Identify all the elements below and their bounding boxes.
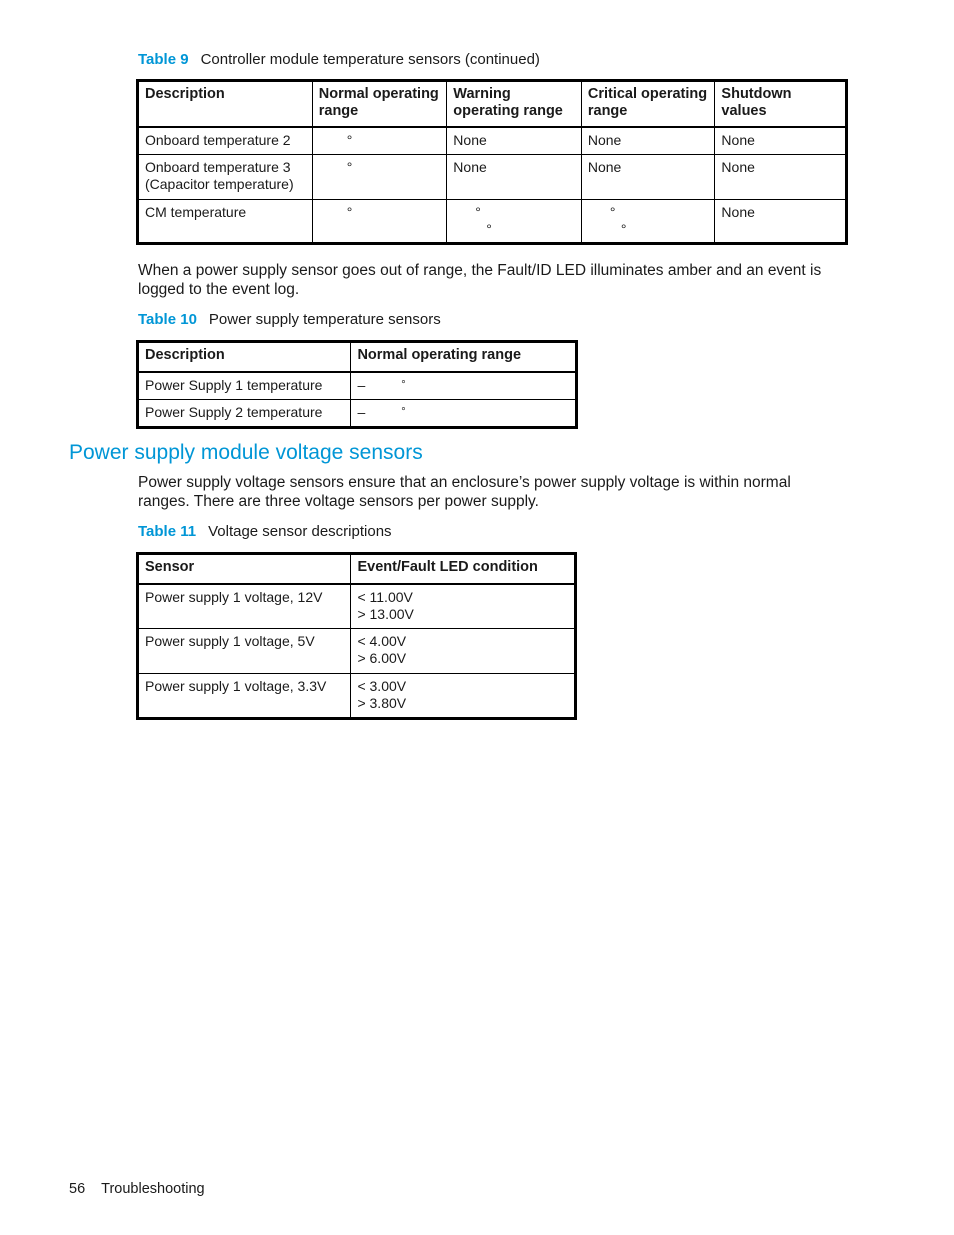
condition-high: > 13.00V: [357, 605, 414, 622]
table-row: [138, 155, 847, 200]
table11-cell-condition: [351, 629, 576, 674]
table9-cell-shutdown: [715, 127, 847, 155]
cell-text: (Capacitor temperature): [145, 176, 294, 192]
table11-number: Table 11: [138, 523, 197, 540]
table11-header-sensor: Sensor: [138, 554, 351, 584]
table11-cell-sensor: Power supply 1 voltage, 5V: [138, 629, 351, 674]
table9-cell-warning: [447, 200, 582, 244]
section-heading: Power supply module voltage sensors: [69, 441, 423, 464]
table10-header-row: [138, 342, 577, 372]
table11: [136, 552, 577, 720]
table9-cell-critical: [581, 200, 715, 244]
table9-cell-normal: [312, 127, 447, 155]
table9-cell-warning: [447, 127, 582, 155]
table-row: [138, 400, 577, 428]
degree-symbol: °: [346, 204, 353, 220]
cell-text: None: [721, 159, 755, 175]
table11-cell-condition: [351, 674, 576, 719]
degree-symbol: °: [401, 406, 406, 418]
paragraph-text: Power supply voltage sensors ensure that an enclosure’s power supply voltage is within normal ranges. There are three voltage sensors per power supply.: [138, 474, 791, 510]
table10-header-range: Normal operating range: [351, 342, 577, 372]
table10-title: Power supply temperature sensors: [208, 311, 441, 328]
table9-cell-description: [138, 200, 313, 244]
table9-cell-warning: [447, 155, 582, 200]
table10-cell-description: Power Supply 2 temperature: [138, 400, 351, 428]
cell-text: None: [721, 131, 755, 148]
table9-caption: [138, 51, 540, 69]
table10-header-description: Description: [138, 342, 351, 372]
condition-high: > 3.80V: [357, 695, 407, 711]
condition-high: > 6.00V: [357, 650, 407, 666]
table9-header-shutdown: Shutdown values: [715, 81, 847, 127]
table-row: [138, 584, 576, 629]
table10-caption: [138, 311, 441, 329]
degree-symbol: °: [486, 221, 492, 237]
table9-cell-critical: [581, 155, 715, 200]
cell-text: CM temperature: [145, 204, 247, 220]
table9-title: Controller module temperature sensors (continued): [200, 51, 540, 68]
table-row: [138, 629, 576, 674]
table11-cell-condition: [351, 584, 576, 629]
table10-cell-range: [351, 372, 577, 400]
condition-low: < 4.00V: [357, 633, 407, 649]
table11-header-condition: Event/Fault LED condition: [351, 554, 576, 584]
degree-symbol: °: [346, 159, 353, 175]
condition-low: < 11.00V: [357, 588, 413, 605]
cell-text: None: [587, 131, 622, 148]
table10: [136, 340, 578, 429]
table9-cell-description: [138, 127, 313, 155]
page-number: 56: [69, 1181, 86, 1197]
cell-text: None: [721, 204, 755, 220]
table9-number: Table 9: [138, 51, 189, 68]
table11-title: Voltage sensor descriptions: [208, 523, 392, 540]
table9-cell-normal: [312, 200, 447, 244]
table-row: [138, 127, 847, 155]
degree-symbol: °: [620, 221, 627, 237]
power-supply-paragraph: [138, 261, 838, 299]
table11-cell-sensor: Power supply 1 voltage, 12V: [138, 584, 351, 629]
cell-text: Onboard temperature 2: [145, 131, 291, 148]
table9: [136, 79, 848, 245]
condition-low: < 3.00V: [357, 678, 407, 694]
table-row: [138, 200, 847, 244]
table11-caption: [138, 523, 392, 541]
degree-symbol: °: [346, 131, 353, 148]
chapter-name: Troubleshooting: [101, 1181, 205, 1197]
degree-symbol: °: [401, 378, 406, 391]
degree-symbol: °: [475, 204, 481, 220]
range-dash: –: [357, 376, 366, 393]
table10-cell-range: [351, 400, 577, 428]
cell-text: None: [453, 159, 487, 175]
table10-cell-description: Power Supply 1 temperature: [138, 372, 351, 400]
table11-cell-sensor: Power supply 1 voltage, 3.3V: [138, 674, 351, 719]
cell-text: None: [587, 159, 622, 175]
table9-header-critical: Critical operating range: [581, 81, 715, 127]
table9-header-row: [138, 81, 847, 127]
table9-cell-normal: [312, 155, 447, 200]
table9-cell-description: [138, 155, 313, 200]
paragraph-text: When a power supply sensor goes out of range, the Fault/ID LED illuminates amber and an event is logged to the event log.: [138, 262, 822, 298]
page-footer: [69, 1180, 205, 1198]
table11-header-row: [138, 554, 576, 584]
table-row: [138, 372, 577, 400]
table9-header-normal: Normal operating range: [312, 81, 447, 127]
voltage-paragraph: [138, 473, 838, 511]
table9-cell-critical: [581, 127, 715, 155]
cell-text: Onboard temperature 3: [145, 159, 291, 175]
table10-number: Table 10: [138, 311, 197, 328]
degree-symbol: °: [609, 204, 616, 220]
table9-cell-shutdown: [715, 200, 847, 244]
cell-text: None: [453, 131, 487, 148]
table9-cell-shutdown: [715, 155, 847, 200]
table9-header-warning: Warning operating range: [447, 81, 582, 127]
table-row: [138, 674, 576, 719]
table9-header-description: Description: [138, 81, 313, 127]
range-dash: –: [357, 404, 366, 420]
